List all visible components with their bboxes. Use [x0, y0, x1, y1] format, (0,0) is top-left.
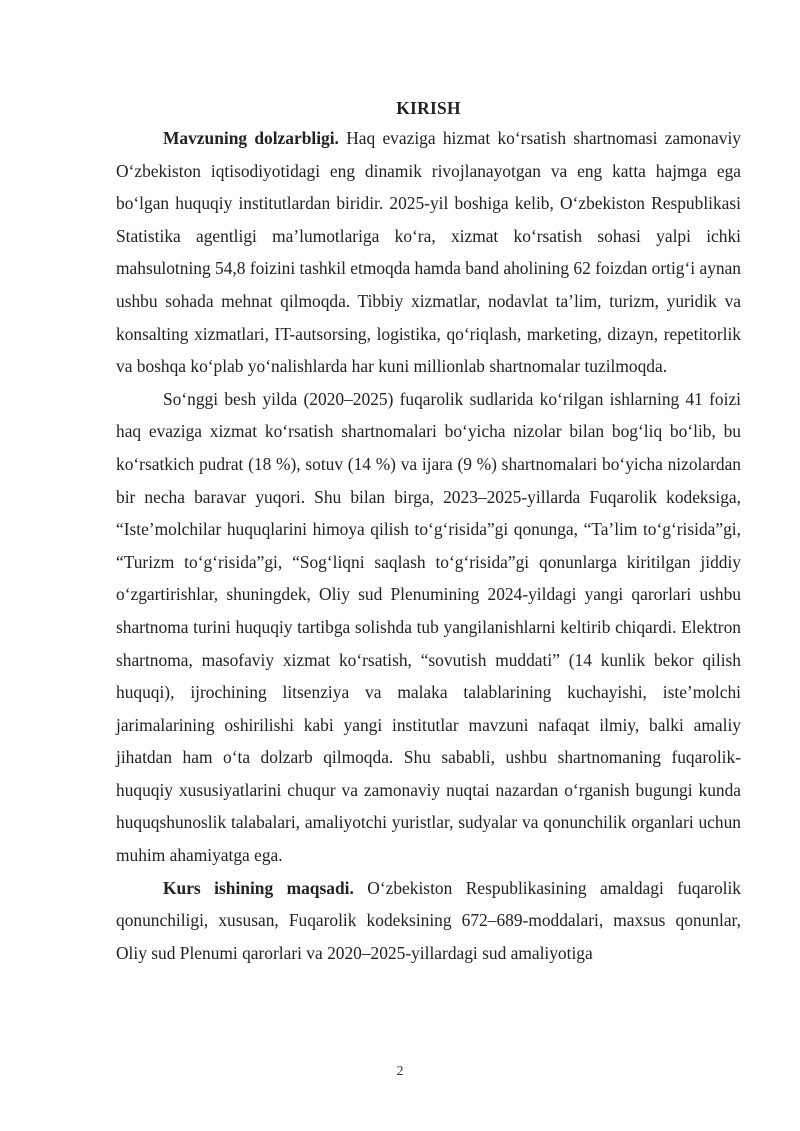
paragraph-lead-goal: Kurs ishining maqsadi. [163, 877, 354, 898]
paragraph-text-relevance: Haq evaziga hizmat koʻrsatish shartnomasi zamonaviy Oʻzbekiston iqtisodiyotidagi eng dinamik rivojlanayotgan va eng katta hajmga ega boʻlgan huquqiy institutlardan biridir. 2025-yil boshiga kelib, Oʻzbekiston Respublikasi Statistika agentligi maʼlumotlariga koʻra, xizmat koʻrsatish sohasi yalpi ichki mahsulotning 54,8 foizini tashkil etmoqda hamda band aholining 62 foizdan ortigʻi aynan ushbu sohada mehnat qilmoqda. Tibbiy xizmatlar, nodavlat taʼlim, turizm, yuridik va konsalting xizmatlari, IT-autsorsing, logistika, qoʻriqlash, marketing, dizayn, repetitorlik va boshqa koʻplab yoʻnalishlarda har kuni millionlab shartnomalar tuzilmoqda. [116, 128, 741, 377]
paragraph-text-statistics: Soʻnggi besh yilda (2020–2025) fuqarolik sudlarida koʻrilgan ishlarning 41 foizi haq evaziga xizmat koʻrsatish shartnomalari boʻyicha nizolar bilan bogʻliq boʻlib, bu koʻrsatkich pudrat (18 %), sotuv (14 %) va ijara (9 %) shartnomalari boʻyicha nizolardan bir necha baravar yuqori. Shu bilan birga, 2023–2025-yillarda Fuqarolik kodeksiga, “Isteʼmolchilar huquqlarini himoya qilish toʻgʻrisida”gi qonunga, “Taʼlim toʻgʻrisida”gi, “Turizm toʻgʻrisida”gi, “Sogʻliqni saqlash toʻgʻrisida”gi qonunlarga kiritilgan jiddiy oʻzgartirishlar, shuningdek, Oliy sud Plenumining 2024-yildagi yangi qarorlari ushbu shartnoma turini huquqiy tartibga solishda tub yangilanishlarni keltirib chiqardi. Elektron shartnoma, masofaviy xizmat koʻrsatish, “sovutish muddati” (14 kunlik bekor qilish huquqi), ijrochining litsenziya va malaka talablarining kuchayishi, isteʼmolchi jarimalarining oshirilishi kabi yangi institutlar mavzuni nafaqat ilmiy, balki amaliy jihatdan ham oʻta dolzarb qilmoqda. Shu sababli, ushbu shartnomaning fuqarolik-huquqiy xususiyatlarini chuqur va zamonaviy nuqtai nazardan oʻrganish bugungi kunda huquqshunoslik talabalari, amaliyotchi yuristlar, sudyalar va qonunchilik organlari uchun muhim ahamiyatga ega. [116, 388, 741, 866]
paragraph-statistics [116, 383, 741, 872]
paragraph-text-goal: Oʻzbekiston Respublikasining amaldagi fuqarolik qonunchiligi, xususan, Fuqarolik kodeksining 672–689-moddalari, maxsus qonunlar, Oliy sud Plenumi qarorlari va 2020–2025-yillardagi sud amaliyotiga [116, 877, 742, 963]
section-title: KIRISH [396, 98, 461, 118]
page-number: 2 [396, 1064, 404, 1079]
paragraph-lead-relevance: Mavzuning dolzarbligi. [163, 128, 339, 148]
paragraph-relevance [116, 122, 741, 383]
document-body [116, 96, 741, 969]
paragraph-goal [116, 872, 741, 970]
